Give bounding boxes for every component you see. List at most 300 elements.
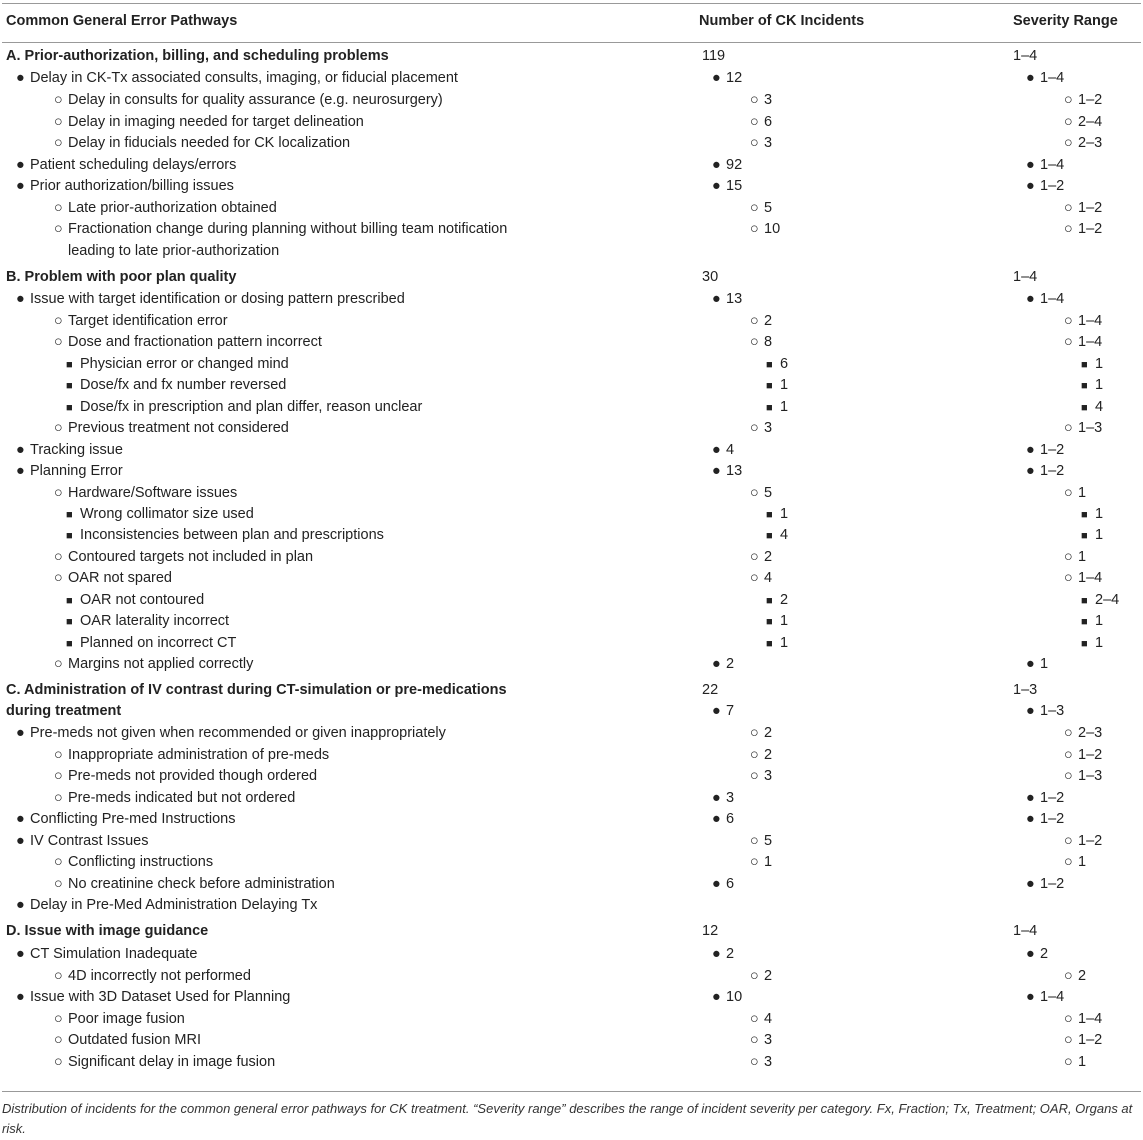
- bullet-icon: ●: [16, 70, 25, 86]
- pathway-cell: [54, 744, 329, 766]
- cell-text: 1: [780, 377, 789, 393]
- cell-text: D. Issue with image guidance: [6, 923, 209, 939]
- severity-range-cell: [1064, 111, 1102, 133]
- cell-text: 2: [726, 946, 735, 962]
- severity-range-cell: [1064, 1051, 1086, 1073]
- pathway-cell: [54, 197, 277, 219]
- cell-text: 1: [780, 635, 789, 651]
- circle-bullet-icon: ○: [1064, 747, 1073, 763]
- cell-text: Dose and fractionation pattern incorrect: [68, 334, 322, 350]
- severity-range-cell: [1026, 653, 1048, 675]
- cell-text: Pre-meds not provided though ordered: [68, 768, 318, 784]
- incident-count-cell: [702, 679, 718, 701]
- table-row: [0, 920, 1143, 942]
- cell-text: 2: [780, 592, 789, 608]
- circle-bullet-icon: ○: [1064, 725, 1073, 741]
- header-error-pathways: Common General Error Pathways: [6, 13, 238, 29]
- cell-text: Pre-meds not given when recommended or given inappropriately: [30, 725, 446, 741]
- cell-text: 1: [1078, 485, 1087, 501]
- table-row: [0, 439, 1143, 461]
- severity-range-cell: [1064, 331, 1102, 353]
- severity-range-cell: [1081, 610, 1103, 633]
- cell-text: 2–3: [1078, 725, 1103, 741]
- cell-text: 1–3: [1078, 768, 1103, 784]
- circle-bullet-icon: ○: [54, 135, 63, 151]
- square-bullet-icon: ■: [66, 616, 73, 628]
- incident-count-cell: [766, 374, 788, 397]
- circle-bullet-icon: ○: [750, 725, 759, 741]
- cell-text: Tracking issue: [30, 442, 123, 458]
- cell-text: CT Simulation Inadequate: [30, 946, 198, 962]
- cell-text: 1: [1095, 356, 1104, 372]
- square-bullet-icon: ■: [766, 359, 773, 371]
- circle-bullet-icon: ○: [750, 485, 759, 501]
- pathway-cell: [66, 503, 254, 526]
- table-row: [0, 197, 1143, 219]
- bullet-icon: ●: [712, 876, 721, 892]
- cell-text: 1–4: [1040, 70, 1065, 86]
- cell-text: 1: [780, 613, 789, 629]
- bullet-icon: ●: [1026, 291, 1035, 307]
- pathway-cell: [6, 266, 236, 288]
- square-bullet-icon: ■: [66, 530, 73, 542]
- square-bullet-icon: ■: [766, 380, 773, 392]
- incident-count-cell: [766, 353, 788, 376]
- square-bullet-icon: ■: [766, 616, 773, 628]
- circle-bullet-icon: ○: [54, 200, 63, 216]
- table-row: [0, 154, 1143, 176]
- pathway-cell: [54, 132, 350, 154]
- cell-text: No creatinine check before administration: [68, 876, 335, 892]
- incident-count-cell: [766, 632, 788, 655]
- pathway-cell: [66, 374, 286, 397]
- severity-range-cell: [1064, 89, 1102, 111]
- square-bullet-icon: ■: [1081, 509, 1088, 521]
- cell-text: 6: [764, 114, 773, 130]
- cell-text: Issue with 3D Dataset Used for Planning: [30, 989, 291, 1005]
- cell-text: 2–4: [1078, 114, 1103, 130]
- table-row: [0, 632, 1143, 654]
- incident-count-cell: [702, 266, 718, 288]
- cell-text: 119: [702, 48, 726, 64]
- incident-count-cell: [766, 589, 788, 612]
- cell-text: 1–2: [1078, 1032, 1103, 1048]
- bullet-icon: ●: [712, 989, 721, 1005]
- incident-count-cell: [712, 460, 742, 482]
- bullet-icon: ●: [712, 946, 721, 962]
- cell-text: 2: [764, 549, 773, 565]
- table-row: [0, 1051, 1143, 1073]
- table-row: [0, 679, 1143, 701]
- square-bullet-icon: ■: [1081, 530, 1088, 542]
- table-row: [0, 700, 1143, 722]
- circle-bullet-icon: ○: [54, 1054, 63, 1070]
- pathway-cell: [6, 679, 507, 701]
- circle-bullet-icon: ○: [750, 313, 759, 329]
- incident-count-cell: [750, 965, 772, 987]
- severity-range-cell: [1064, 830, 1102, 852]
- cell-text: 2: [1040, 946, 1049, 962]
- severity-range-cell: [1026, 460, 1064, 482]
- cell-text: 1: [1078, 549, 1087, 565]
- incident-count-cell: [750, 111, 772, 133]
- square-bullet-icon: ■: [1081, 616, 1088, 628]
- cell-text: 1–4: [1040, 291, 1065, 307]
- cell-text: 1: [1095, 377, 1104, 393]
- cell-text: Delay in Pre-Med Administration Delaying Tx: [30, 897, 318, 913]
- pathway-cell: [54, 787, 295, 809]
- incident-count-cell: [750, 218, 780, 240]
- cell-text: 1: [1040, 656, 1049, 672]
- incident-count-cell: [750, 89, 772, 111]
- severity-range-cell: [1081, 524, 1103, 547]
- cell-text: 5: [764, 200, 773, 216]
- incident-count-cell: [750, 830, 772, 852]
- table-row: [0, 873, 1143, 895]
- bullet-icon: ●: [1026, 442, 1035, 458]
- table-row: [0, 132, 1143, 154]
- bullet-icon: ●: [712, 291, 721, 307]
- square-bullet-icon: ■: [66, 638, 73, 650]
- cell-text: B. Problem with poor plan quality: [6, 269, 237, 285]
- cell-text: 4: [764, 1011, 773, 1027]
- incident-count-cell: [712, 986, 742, 1008]
- circle-bullet-icon: ○: [1064, 833, 1073, 849]
- table-row: [0, 830, 1143, 852]
- bullet-icon: ●: [1026, 946, 1035, 962]
- bullet-icon: ●: [16, 291, 25, 307]
- cell-text: OAR not spared: [68, 570, 172, 586]
- incident-count-cell: [750, 1029, 772, 1051]
- cell-text: Fractionation change during planning without billing team notification: [68, 221, 508, 237]
- table-row: [0, 111, 1143, 133]
- pathway-cell: [66, 632, 236, 655]
- table-row: [0, 503, 1143, 525]
- incident-count-cell: [712, 439, 734, 461]
- bullet-icon: ●: [1026, 811, 1035, 827]
- table-row: [0, 288, 1143, 310]
- cell-text: Hardware/Software issues: [68, 485, 238, 501]
- cell-text: 1: [780, 399, 789, 415]
- bullet-icon: ●: [712, 157, 721, 173]
- pathway-cell: [16, 175, 234, 197]
- cell-text: 2–3: [1078, 135, 1103, 151]
- pathway-cell: [16, 943, 197, 965]
- severity-range-cell: [1081, 353, 1103, 376]
- pathway-cell: [6, 45, 389, 67]
- circle-bullet-icon: ○: [750, 968, 759, 984]
- cell-text: Significant delay in image fusion: [68, 1054, 276, 1070]
- circle-bullet-icon: ○: [1064, 135, 1073, 151]
- pathway-cell: [54, 218, 507, 240]
- pathway-cell: [16, 67, 458, 89]
- cell-text: 1–2: [1040, 876, 1065, 892]
- cell-text: 3: [764, 420, 773, 436]
- bullet-icon: ●: [1026, 70, 1035, 86]
- cell-text: 1–4: [1078, 313, 1103, 329]
- pathway-cell: [66, 589, 204, 612]
- bullet-icon: ●: [16, 897, 25, 913]
- table-bottom-rule: [2, 1091, 1141, 1092]
- severity-range-cell: [1026, 873, 1064, 895]
- table-row: [0, 610, 1143, 632]
- table-row: [0, 417, 1143, 439]
- severity-range-cell: [1064, 1008, 1102, 1030]
- cell-text: Poor image fusion: [68, 1011, 185, 1027]
- severity-range-cell: [1064, 567, 1102, 589]
- table-row: [0, 744, 1143, 766]
- square-bullet-icon: ■: [66, 509, 73, 521]
- circle-bullet-icon: ○: [750, 854, 759, 870]
- bullet-icon: ●: [712, 70, 721, 86]
- cell-text: Patient scheduling delays/errors: [30, 157, 237, 173]
- pathway-cell: [54, 851, 213, 873]
- cell-text: 1–2: [1078, 833, 1103, 849]
- incident-count-cell: [750, 722, 772, 744]
- cell-text: 6: [726, 811, 735, 827]
- pathway-cell: [54, 1051, 275, 1073]
- table-row: [0, 986, 1143, 1008]
- circle-bullet-icon: ○: [1064, 1054, 1073, 1070]
- severity-range-cell: [1026, 943, 1048, 965]
- incident-count-cell: [702, 920, 718, 942]
- table-row: [0, 851, 1143, 873]
- table-row: [0, 45, 1143, 67]
- severity-range-cell: [1064, 482, 1086, 504]
- circle-bullet-icon: ○: [1064, 221, 1073, 237]
- cell-text: 1–4: [1013, 48, 1038, 64]
- cell-text: A. Prior-authorization, billing, and scheduling problems: [6, 48, 389, 64]
- bullet-icon: ●: [712, 463, 721, 479]
- circle-bullet-icon: ○: [54, 334, 63, 350]
- pathway-cell: [54, 1029, 201, 1051]
- cell-text: 15: [726, 178, 743, 194]
- table-row: [0, 965, 1143, 987]
- circle-bullet-icon: ○: [54, 570, 63, 586]
- bullet-icon: ●: [712, 703, 721, 719]
- table-row: [0, 589, 1143, 611]
- circle-bullet-icon: ○: [750, 334, 759, 350]
- bullet-icon: ●: [1026, 876, 1035, 892]
- cell-text: 3: [764, 1032, 773, 1048]
- cell-text: Conflicting Pre-med Instructions: [30, 811, 236, 827]
- incident-count-cell: [712, 808, 734, 830]
- pathway-cell: [16, 288, 405, 310]
- incident-count-cell: [750, 851, 772, 873]
- cell-text: 2–4: [1095, 592, 1120, 608]
- table-row: [0, 240, 1143, 262]
- header-severity-range: Severity Range: [1013, 13, 1118, 29]
- cell-text: 7: [726, 703, 735, 719]
- incident-count-cell: [712, 175, 742, 197]
- severity-range-cell: [1081, 632, 1103, 655]
- incident-count-cell: [750, 1008, 772, 1030]
- cell-text: 1: [780, 506, 789, 522]
- bullet-icon: ●: [16, 811, 25, 827]
- circle-bullet-icon: ○: [750, 114, 759, 130]
- cell-text: 1–2: [1078, 200, 1103, 216]
- severity-range-cell: [1064, 1029, 1102, 1051]
- pathway-cell: [54, 567, 172, 589]
- pathway-cell: [6, 700, 121, 722]
- circle-bullet-icon: ○: [750, 420, 759, 436]
- cell-text: 1–2: [1040, 442, 1065, 458]
- circle-bullet-icon: ○: [750, 92, 759, 108]
- cell-text: Planned on incorrect CT: [80, 635, 237, 651]
- circle-bullet-icon: ○: [750, 135, 759, 151]
- table-row: [0, 67, 1143, 89]
- circle-bullet-icon: ○: [1064, 1011, 1073, 1027]
- circle-bullet-icon: ○: [54, 790, 63, 806]
- circle-bullet-icon: ○: [750, 221, 759, 237]
- cell-text: Outdated fusion MRI: [68, 1032, 201, 1048]
- cell-text: during treatment: [6, 703, 122, 719]
- cell-text: 1–4: [1078, 334, 1103, 350]
- circle-bullet-icon: ○: [54, 221, 63, 237]
- circle-bullet-icon: ○: [54, 876, 63, 892]
- cell-text: 6: [726, 876, 735, 892]
- cell-text: 92: [726, 157, 743, 173]
- cell-text: 3: [764, 92, 773, 108]
- bullet-icon: ●: [1026, 989, 1035, 1005]
- bullet-icon: ●: [16, 833, 25, 849]
- pathway-cell: [54, 765, 317, 787]
- circle-bullet-icon: ○: [1064, 549, 1073, 565]
- square-bullet-icon: ■: [66, 402, 73, 414]
- square-bullet-icon: ■: [1081, 638, 1088, 650]
- table-row: [0, 331, 1143, 353]
- incident-count-cell: [766, 610, 788, 633]
- circle-bullet-icon: ○: [54, 768, 63, 784]
- pathway-cell: [66, 524, 384, 547]
- severity-range-cell: [1081, 374, 1103, 397]
- circle-bullet-icon: ○: [750, 200, 759, 216]
- severity-range-cell: [1026, 154, 1064, 176]
- pathway-cell: [54, 89, 443, 111]
- cell-text: Conflicting instructions: [68, 854, 214, 870]
- cell-text: 1: [1095, 635, 1104, 651]
- circle-bullet-icon: ○: [54, 968, 63, 984]
- incident-count-cell: [712, 288, 742, 310]
- cell-text: 1–2: [1040, 178, 1065, 194]
- table-caption: Distribution of incidents for the common general error pathways for CK treatment. “Severity range” describes the range of incident severity per category. Fx, Fraction; Tx, Treatment; OAR, Organs at risk.: [2, 1101, 1133, 1136]
- circle-bullet-icon: ○: [54, 92, 63, 108]
- severity-range-cell: [1026, 700, 1064, 722]
- bullet-icon: ●: [1026, 463, 1035, 479]
- pathway-cell: [54, 417, 289, 439]
- severity-range-cell: [1013, 679, 1037, 701]
- table-row: [0, 374, 1143, 396]
- severity-range-cell: [1064, 744, 1102, 766]
- table-row: [0, 653, 1143, 675]
- cell-text: 10: [764, 221, 781, 237]
- cell-text: 3: [764, 135, 773, 151]
- table-row: [0, 546, 1143, 568]
- circle-bullet-icon: ○: [54, 1032, 63, 1048]
- pathway-cell: [16, 154, 236, 176]
- circle-bullet-icon: ○: [54, 313, 63, 329]
- bullet-icon: ●: [16, 178, 25, 194]
- table-row: [0, 1029, 1143, 1051]
- cell-text: 1–4: [1040, 989, 1065, 1005]
- cell-text: 4: [764, 570, 773, 586]
- cell-text: 1–3: [1078, 420, 1103, 436]
- severity-range-cell: [1026, 439, 1064, 461]
- circle-bullet-icon: ○: [54, 485, 63, 501]
- cell-text: Issue with target identification or dosing pattern prescribed: [30, 291, 405, 307]
- bullet-icon: ●: [1026, 656, 1035, 672]
- incident-count-cell: [750, 197, 772, 219]
- square-bullet-icon: ■: [1081, 359, 1088, 371]
- incident-count-cell: [712, 943, 734, 965]
- cell-text: Pre-meds indicated but not ordered: [68, 790, 296, 806]
- cell-text: Planning Error: [30, 463, 123, 479]
- cell-text: 4: [1095, 399, 1104, 415]
- cell-text: 5: [764, 833, 773, 849]
- circle-bullet-icon: ○: [54, 549, 63, 565]
- cell-text: 1: [1095, 613, 1104, 629]
- header-ck-incidents: Number of CK Incidents: [699, 13, 865, 29]
- circle-bullet-icon: ○: [1064, 1032, 1073, 1048]
- incident-count-cell: [712, 700, 734, 722]
- circle-bullet-icon: ○: [750, 1032, 759, 1048]
- bullet-icon: ●: [16, 946, 25, 962]
- incident-count-cell: [750, 331, 772, 353]
- bullet-icon: ●: [16, 463, 25, 479]
- cell-text: 1: [1078, 854, 1087, 870]
- severity-range-cell: [1064, 417, 1102, 439]
- pathway-cell: [54, 873, 335, 895]
- severity-range-cell: [1081, 589, 1119, 612]
- bullet-icon: ●: [16, 989, 25, 1005]
- cell-text: 3: [764, 1054, 773, 1070]
- incident-count-cell: [766, 396, 788, 419]
- pathway-cell: [66, 353, 289, 376]
- cell-text: 2: [764, 313, 773, 329]
- cell-text: 3: [764, 768, 773, 784]
- cell-text: 1–4: [1078, 1011, 1103, 1027]
- pathway-cell: [54, 111, 364, 133]
- incident-count-cell: [702, 45, 725, 67]
- bullet-icon: ●: [712, 790, 721, 806]
- incident-count-cell: [766, 524, 788, 547]
- cell-text: 13: [726, 291, 743, 307]
- cell-text: 1–2: [1040, 811, 1065, 827]
- square-bullet-icon: ■: [1081, 595, 1088, 607]
- severity-range-cell: [1013, 266, 1037, 288]
- bullet-icon: ●: [1026, 157, 1035, 173]
- cell-text: Dose/fx and fx number reversed: [80, 377, 287, 393]
- table-row: [0, 353, 1143, 375]
- cell-text: 1–2: [1078, 747, 1103, 763]
- severity-range-cell: [1026, 808, 1064, 830]
- table-row: [0, 722, 1143, 744]
- bullet-icon: ●: [16, 157, 25, 173]
- cell-text: 1–4: [1013, 269, 1038, 285]
- circle-bullet-icon: ○: [750, 1054, 759, 1070]
- incident-count-cell: [750, 482, 772, 504]
- table-row: [0, 567, 1143, 589]
- pathway-cell: [16, 460, 123, 482]
- circle-bullet-icon: ○: [1064, 200, 1073, 216]
- pathway-cell: [16, 439, 123, 461]
- table-row: [0, 175, 1143, 197]
- cell-text: Contoured targets not included in plan: [68, 549, 314, 565]
- circle-bullet-icon: ○: [1064, 768, 1073, 784]
- cell-text: Prior authorization/billing issues: [30, 178, 234, 194]
- circle-bullet-icon: ○: [750, 747, 759, 763]
- severity-range-cell: [1064, 722, 1102, 744]
